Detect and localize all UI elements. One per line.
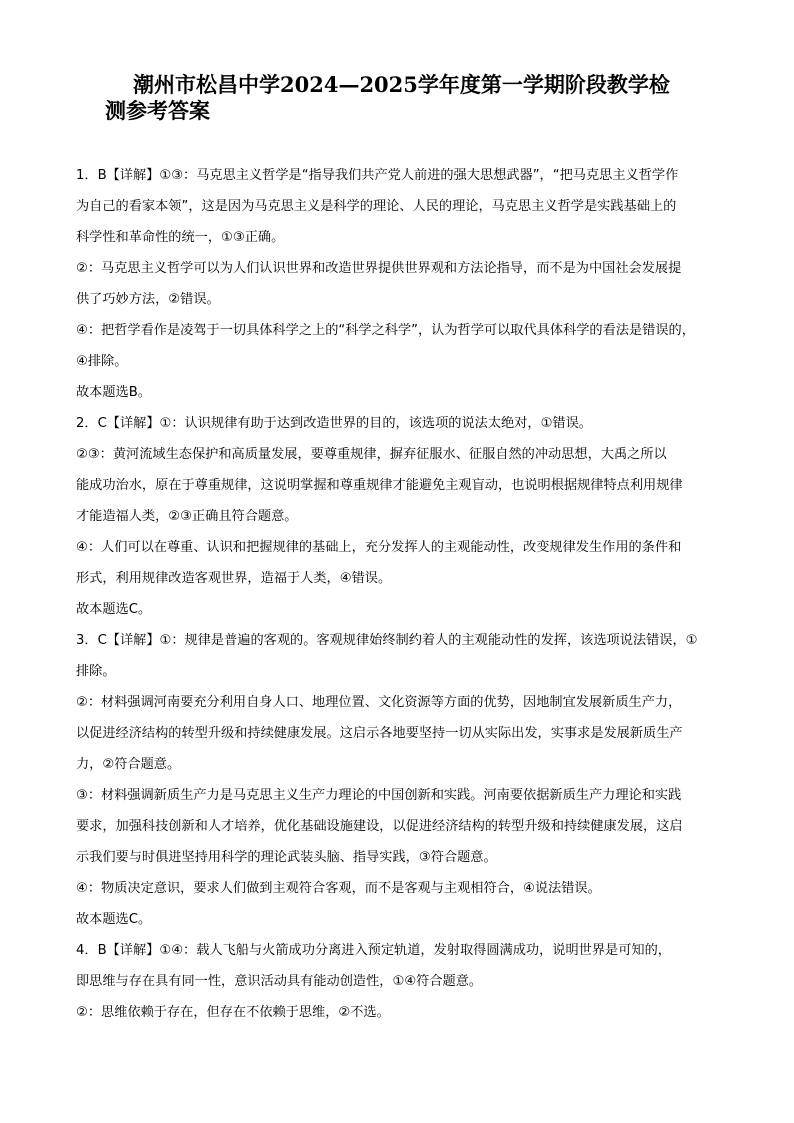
text-line: 即思维与存在具有同一性，意识活动具有能动创造性，①④符合题意。 bbox=[76, 974, 483, 989]
text-line: ②：思维依赖于存在，但存在不依赖于思维，②不选。 bbox=[76, 1005, 390, 1020]
text-line: ④：物质决定意识，要求人们做到主观符合客观，而不是客观与主观相符合，④说法错误。 bbox=[76, 881, 601, 896]
title-line-1: 潮州市松昌中学2024—2025学年度第一学期阶段教学检 bbox=[133, 72, 670, 97]
text-line: 形式，利用规律改造客观世界，造福于人类，④错误。 bbox=[76, 571, 392, 586]
text-line: 示我们要与时俱进坚持用科学的理论武装头脑、指导实践，③符合题意。 bbox=[76, 850, 497, 865]
text-line: ③：材料强调新质生产力是马克思主义生产力理论的中国创新和实践。河南要依据新质生产力理论和实践 bbox=[76, 788, 682, 803]
text-line: 才能造福人类，②③正确且符合题意。 bbox=[76, 509, 298, 524]
document-title bbox=[105, 72, 745, 124]
text-line: 排除。 bbox=[76, 664, 116, 679]
text-line: ②：材料强调河南要充分利用自身人口、地理位置、文化资源等方面的优势，因地制宜发展新质生产力， bbox=[76, 695, 682, 710]
text-line: 供了巧妙方法，②错误。 bbox=[76, 292, 220, 307]
text-line: 为自己的看家本领”，这是因为马克思主义是科学的理论、人民的理论，马克思主义哲学是实践基础上的 bbox=[76, 199, 677, 214]
text-line: 要求，加强科技创新和人才培养，优化基础设施建设，以促进经济结构的转型升级和持续健康发展，这启 bbox=[76, 819, 683, 834]
text-line: 1．B【详解】①③：马克思主义哲学是“指导我们共产党人前进的强大思想武器”，“把马克思主义哲学作 bbox=[76, 168, 679, 183]
text-line: 3．C【详解】①：规律是普遍的客观的。客观规律始终制约着人的主观能动性的发挥，该选项说法错误，① bbox=[76, 633, 698, 648]
text-line: ②：马克思主义哲学可以为人们认识世界和改造世界提供世界观和方法论指导，而不是为中国社会发展提 bbox=[76, 261, 682, 276]
text-line: 科学性和革命性的统一，①③正确。 bbox=[76, 230, 285, 245]
text-line: 故本题选B。 bbox=[76, 385, 151, 400]
text-line: ④：把哲学看作是凌驾于一切具体科学之上的“科学之科学”，认为哲学可以取代具体科学的看法是错误的， bbox=[76, 323, 695, 338]
text-line: 力，②符合题意。 bbox=[76, 757, 181, 772]
text-line: 能成功治水，原在于尊重规律，这说明掌握和尊重规律才能避免主观盲动，也说明根据规律特点利用规律 bbox=[76, 478, 683, 493]
text-line: 故本题选C。 bbox=[76, 912, 152, 927]
text-line: ④：人们可以在尊重、认识和把握规律的基础上，充分发挥人的主观能动性，改变规律发生作用的条件和 bbox=[76, 540, 682, 555]
text-line: 故本题选C。 bbox=[76, 602, 152, 617]
text-line: ④排除。 bbox=[76, 354, 128, 369]
text-line: ②③：黄河流域生态保护和高质量发展，要尊重规律，摒弃征服水、征服自然的冲动思想，大禹之所以 bbox=[76, 447, 667, 462]
text-line: 以促进经济结构的转型升级和持续健康发展。这启示各地要坚持一切从实际出发，实事求是发展新质生产 bbox=[76, 726, 683, 741]
text-line: 2．C【详解】①：认识规律有助于达到改造世界的目的，该选项的说法太绝对，①错误。 bbox=[76, 416, 592, 431]
text-line: 4．B【详解】①④：载人飞船与火箭成功分离进入预定轨道，发射取得圆满成功，说明世界是可知的， bbox=[76, 943, 671, 958]
answer-body bbox=[76, 160, 726, 1028]
title-line-2: 测参考答案 bbox=[105, 98, 210, 123]
